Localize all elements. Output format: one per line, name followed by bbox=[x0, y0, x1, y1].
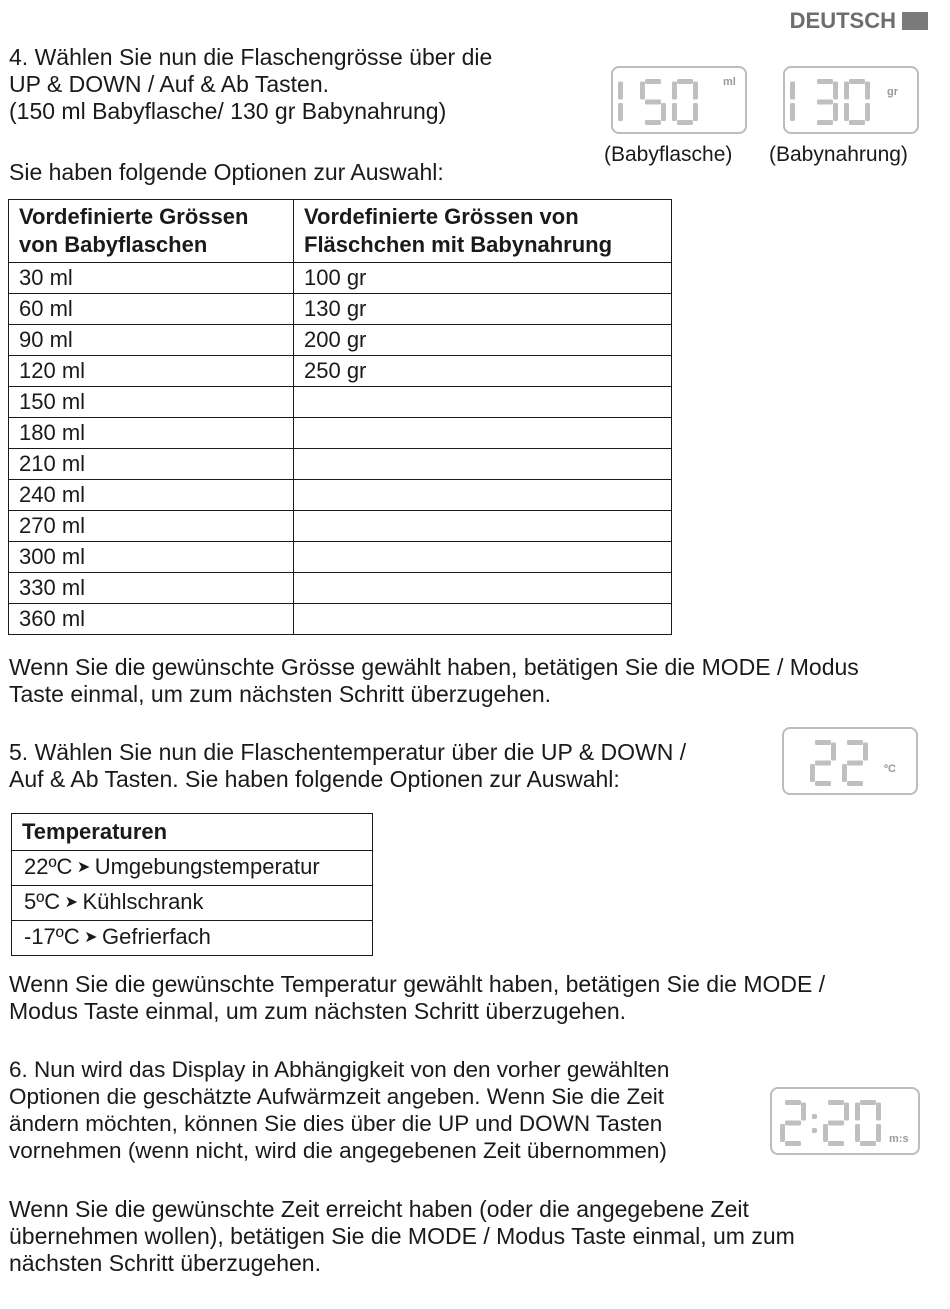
lcd-segment-b bbox=[833, 82, 838, 100]
display-unit: m:s bbox=[889, 1133, 909, 1145]
lcd-segment-b bbox=[693, 82, 698, 100]
bottle-size-display bbox=[611, 66, 747, 134]
bottle-size-cell: 300 ml bbox=[9, 542, 294, 573]
temperature-table-row bbox=[12, 921, 373, 956]
size-table bbox=[8, 199, 672, 635]
language-marker bbox=[902, 12, 928, 30]
bottle-size-cell: 360 ml bbox=[9, 604, 294, 635]
arrow-right-icon: ➤ bbox=[60, 894, 83, 911]
food-display-caption: (Babynahrung) bbox=[769, 143, 908, 166]
lcd-segment-f bbox=[640, 82, 645, 100]
temperature-label: Kühlschrank bbox=[82, 889, 204, 914]
display-unit: ºC bbox=[884, 763, 896, 775]
step4-line: (150 ml Babyflasche/ 130 gr Babynahrung) bbox=[9, 98, 447, 124]
lcd-segment-d bbox=[828, 1141, 844, 1146]
lcd-segment-b bbox=[831, 743, 836, 761]
size-table-row bbox=[9, 418, 672, 449]
lcd-segment-g bbox=[815, 761, 831, 766]
lcd-segment-b bbox=[863, 743, 868, 761]
food-size-cell: 100 gr bbox=[294, 263, 672, 294]
bottle-size-cell: 180 ml bbox=[9, 418, 294, 449]
lcd-segment-d bbox=[860, 1141, 876, 1146]
lcd-segment-g bbox=[785, 1121, 801, 1126]
text-line: Modus Taste einmal, um zum nächsten Schritt überzugehen. bbox=[9, 998, 627, 1024]
food-size-cell: 130 gr bbox=[294, 294, 672, 325]
lcd-segment-a bbox=[817, 79, 833, 84]
header-food-sizes bbox=[294, 200, 672, 263]
size-table-row bbox=[9, 573, 672, 604]
food-size-cell bbox=[294, 387, 672, 418]
bottle-size-cell: 90 ml bbox=[9, 325, 294, 356]
header-line: Fläschchen mit Babynahrung bbox=[304, 232, 613, 257]
size-table-row bbox=[9, 356, 672, 387]
lcd-segment-g bbox=[828, 1121, 844, 1126]
header-line: von Babyflaschen bbox=[19, 232, 208, 257]
text-line: Auf & Ab Tasten. Sie haben folgende Optionen zur Auswahl: bbox=[9, 766, 620, 792]
lcd-segment-colon-bottom bbox=[812, 1128, 817, 1133]
food-size-cell bbox=[294, 480, 672, 511]
text-line: 5. Wählen Sie nun die Flaschentemperatur über die UP & DOWN / bbox=[9, 739, 687, 765]
temperature-table-header-row bbox=[12, 814, 373, 851]
temperature-label: Gefrierfach bbox=[102, 924, 211, 949]
lcd-segment-c bbox=[661, 103, 666, 121]
lcd-segment-f bbox=[672, 82, 677, 100]
text-line: Taste einmal, um zum nächsten Schritt überzugehen. bbox=[9, 681, 552, 707]
arrow-right-icon: ➤ bbox=[72, 859, 95, 876]
temperature-option-cell bbox=[12, 921, 373, 956]
food-size-cell: 200 gr bbox=[294, 325, 672, 356]
step5-text bbox=[9, 739, 686, 793]
lcd-segment-colon-top bbox=[812, 1114, 817, 1119]
food-size-cell bbox=[294, 604, 672, 635]
temperature-header: Temperaturen bbox=[12, 814, 373, 851]
text-line: Wenn Sie die gewünschte Grösse gewählt haben, betätigen Sie die MODE / Modus bbox=[9, 654, 859, 680]
lcd-segment-e bbox=[823, 1124, 828, 1142]
lcd-segment-c bbox=[790, 103, 795, 121]
step4-text bbox=[9, 44, 492, 125]
text-line: Wenn Sie die gewünschte Temperatur gewählt haben, betätigen Sie die MODE / bbox=[9, 971, 826, 997]
size-table-row bbox=[9, 294, 672, 325]
language-label: DEUTSCH bbox=[789, 8, 896, 33]
text-line: vornehmen (wenn nicht, wird die angegebenen Zeit übernommen) bbox=[9, 1138, 667, 1163]
lcd-segment-a bbox=[847, 740, 863, 745]
bottle-size-cell: 150 ml bbox=[9, 387, 294, 418]
confirm-size-text bbox=[9, 654, 859, 708]
lcd-segment-a bbox=[677, 79, 693, 84]
lcd-segment-a bbox=[849, 79, 865, 84]
bottle-size-cell: 270 ml bbox=[9, 511, 294, 542]
bottle-size-cell: 60 ml bbox=[9, 294, 294, 325]
temperature-value: 22ºC bbox=[24, 854, 73, 879]
lcd-segment-e bbox=[672, 103, 677, 121]
lcd-segment-c bbox=[693, 103, 698, 121]
size-table-row bbox=[9, 480, 672, 511]
lcd-segment-a bbox=[815, 740, 831, 745]
temperature-option-cell bbox=[12, 886, 373, 921]
lcd-segment-e bbox=[842, 764, 847, 782]
step4-line: 4. Wählen Sie nun die Flaschengrösse über die bbox=[9, 44, 493, 70]
lcd-segment-c bbox=[865, 103, 870, 121]
text-line: nächsten Schritt überzugehen. bbox=[9, 1250, 321, 1276]
lcd-segment-g bbox=[645, 100, 661, 105]
lcd-segment-e bbox=[780, 1124, 785, 1142]
size-table-row bbox=[9, 542, 672, 573]
lcd-segment-a bbox=[860, 1100, 876, 1105]
text-line: Wenn Sie die gewünschte Zeit erreicht haben (oder die angegebene Zeit bbox=[9, 1196, 749, 1222]
bottle-size-cell: 330 ml bbox=[9, 573, 294, 604]
temperature-table-row bbox=[12, 886, 373, 921]
lcd-segment-e bbox=[855, 1124, 860, 1142]
size-table-row bbox=[9, 511, 672, 542]
food-size-cell: 250 gr bbox=[294, 356, 672, 387]
lcd-segment-d bbox=[677, 120, 693, 125]
header-line: Vordefinierte Grössen von bbox=[304, 204, 579, 229]
lcd-segment-c bbox=[876, 1124, 881, 1142]
lcd-segment-b bbox=[844, 1103, 849, 1121]
temperature-label: Umgebungstemperatur bbox=[94, 854, 320, 879]
display-unit: ml bbox=[723, 76, 736, 88]
food-size-cell bbox=[294, 449, 672, 480]
temperature-table-row bbox=[12, 851, 373, 886]
lcd-segment-d bbox=[847, 781, 863, 786]
temperature-value: 5ºC bbox=[24, 889, 61, 914]
size-table-row bbox=[9, 449, 672, 480]
bottle-size-cell: 210 ml bbox=[9, 449, 294, 480]
lcd-segment-g bbox=[847, 761, 863, 766]
lcd-segment-d bbox=[645, 120, 661, 125]
food-size-cell bbox=[294, 542, 672, 573]
text-line: 6. Nun wird das Display in Abhängigkeit von den vorher gewählten bbox=[9, 1057, 670, 1082]
lcd-segment-c bbox=[618, 103, 623, 121]
lcd-segment-b bbox=[865, 82, 870, 100]
lcd-segment-a bbox=[785, 1100, 801, 1105]
lcd-segment-d bbox=[785, 1141, 801, 1146]
lcd-segment-f bbox=[844, 82, 849, 100]
temperature-table bbox=[11, 813, 373, 956]
size-table-row bbox=[9, 604, 672, 635]
step6-text bbox=[9, 1056, 669, 1164]
food-size-cell bbox=[294, 418, 672, 449]
size-table-row bbox=[9, 387, 672, 418]
text-line: Optionen die geschätzte Aufwärmzeit angeben. Wenn Sie die Zeit bbox=[9, 1084, 664, 1109]
header-bottle-sizes bbox=[9, 200, 294, 263]
lcd-segment-g bbox=[817, 100, 833, 105]
display-unit: gr bbox=[887, 86, 898, 98]
lcd-segment-e bbox=[844, 103, 849, 121]
time-display bbox=[770, 1087, 920, 1155]
bottle-size-cell: 240 ml bbox=[9, 480, 294, 511]
bottle-size-cell: 120 ml bbox=[9, 356, 294, 387]
lcd-segment-a bbox=[645, 79, 661, 84]
options-intro: Sie haben folgende Optionen zur Auswahl: bbox=[9, 159, 444, 185]
step4-line: UP & DOWN / Auf & Ab Tasten. bbox=[9, 71, 330, 97]
bottle-size-cell: 30 ml bbox=[9, 263, 294, 294]
size-table-header-row bbox=[9, 200, 672, 263]
lcd-segment-b bbox=[876, 1103, 881, 1121]
temperature-value: -17ºC bbox=[24, 924, 80, 949]
food-size-display bbox=[783, 66, 919, 134]
confirm-time-text bbox=[9, 1196, 795, 1277]
arrow-right-icon: ➤ bbox=[79, 929, 103, 946]
size-table-row bbox=[9, 325, 672, 356]
lcd-segment-b bbox=[790, 82, 795, 100]
food-size-cell bbox=[294, 511, 672, 542]
temperature-display bbox=[782, 727, 918, 795]
confirm-temperature-text bbox=[9, 971, 825, 1025]
food-size-cell bbox=[294, 573, 672, 604]
lcd-segment-f bbox=[855, 1103, 860, 1121]
lcd-segment-d bbox=[849, 120, 865, 125]
lcd-segment-b bbox=[618, 82, 623, 100]
lcd-segment-d bbox=[815, 781, 831, 786]
header-line: Vordefinierte Grössen bbox=[19, 204, 249, 229]
bottle-display-caption: (Babyflasche) bbox=[604, 143, 733, 166]
temperature-option-cell bbox=[12, 851, 373, 886]
language-header bbox=[790, 8, 928, 34]
lcd-segment-b bbox=[801, 1103, 806, 1121]
lcd-segment-a bbox=[828, 1100, 844, 1105]
text-line: ändern möchten, können Sie dies über die UP und DOWN Tasten bbox=[9, 1111, 663, 1136]
text-line: übernehmen wollen), betätigen Sie die MODE / Modus Taste einmal, um zum bbox=[9, 1223, 795, 1249]
lcd-segment-c bbox=[833, 103, 838, 121]
lcd-segment-d bbox=[817, 120, 833, 125]
lcd-segment-e bbox=[810, 764, 815, 782]
size-table-row bbox=[9, 263, 672, 294]
